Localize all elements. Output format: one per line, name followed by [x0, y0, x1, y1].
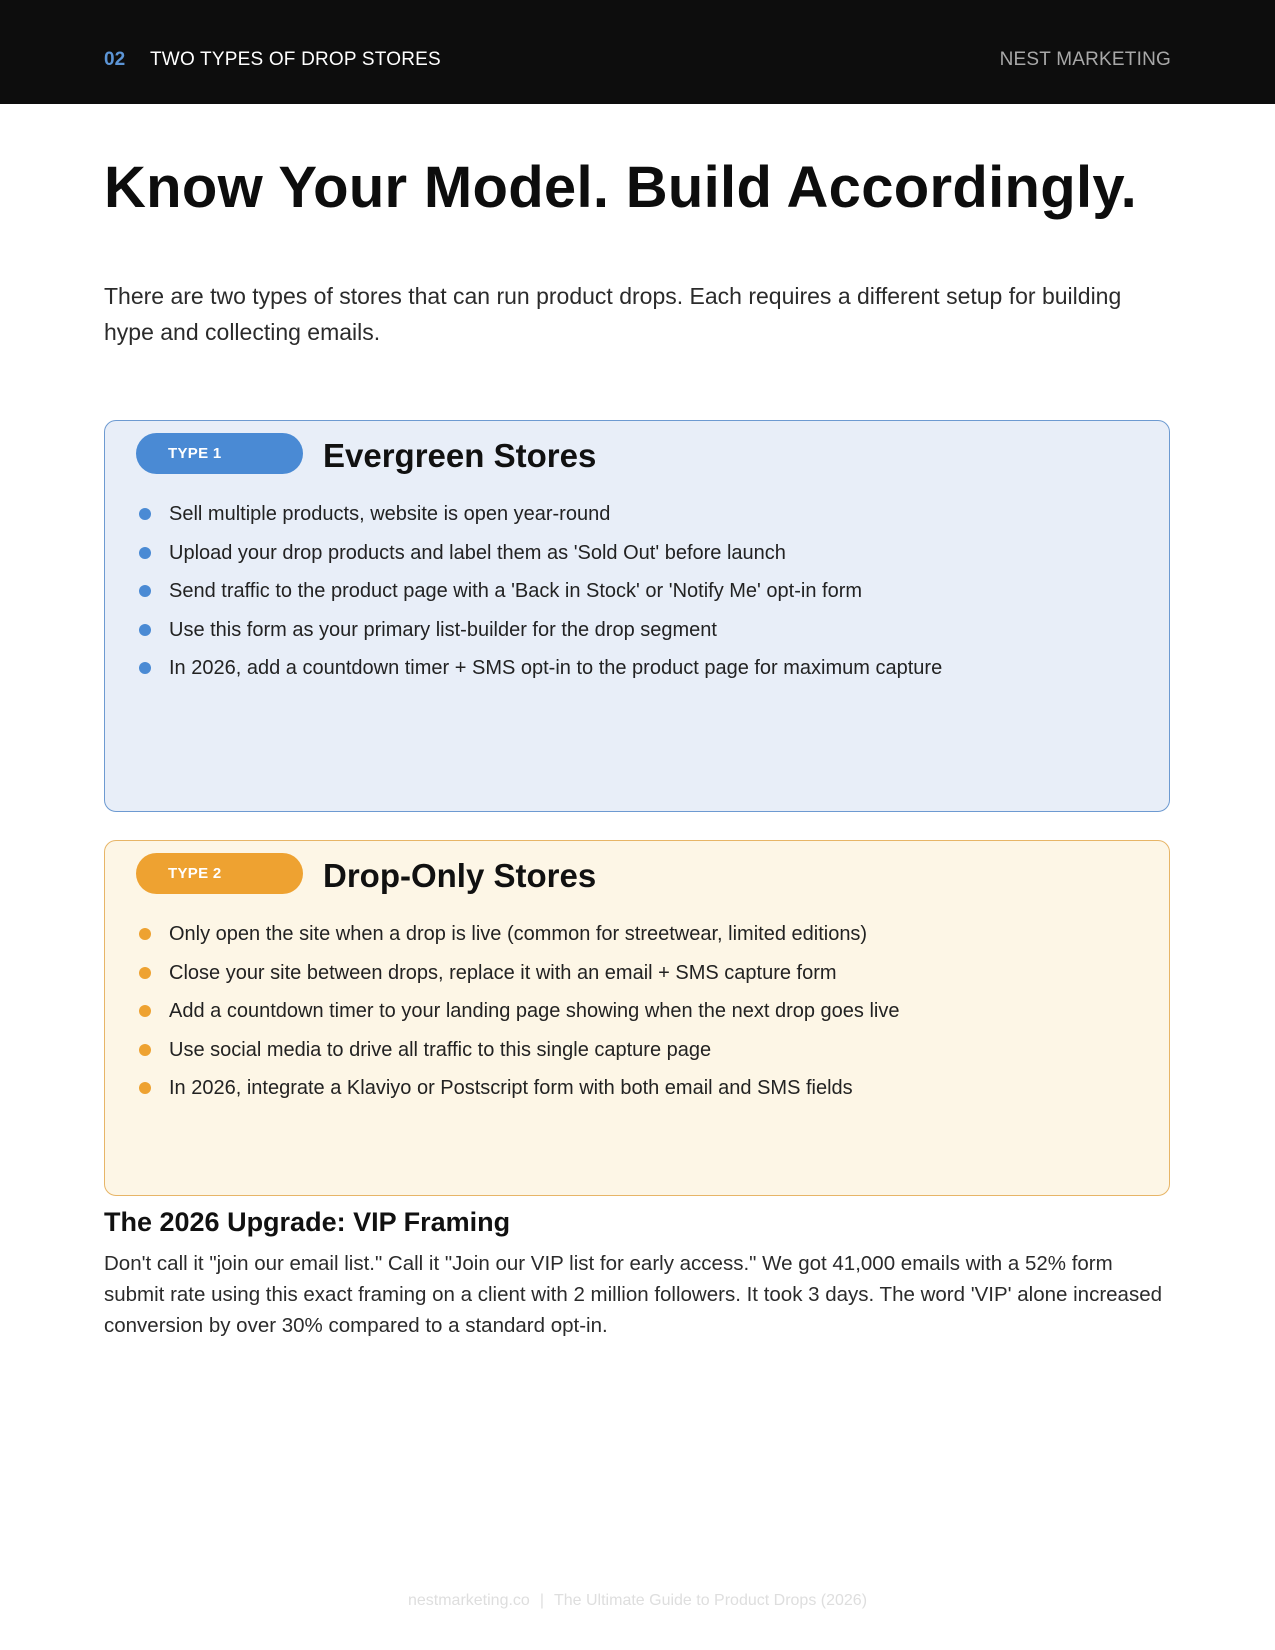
list-item — [139, 1075, 899, 1114]
list-item-text: Send traffic to the product page with a 'Back in Stock' or 'Notify Me' opt-in form — [169, 580, 863, 602]
list-item-text: Use this form as your primary list-builder for the drop segment — [169, 618, 717, 641]
list-item-text: Only open the site when a drop is live (common for streetwear, limited editions) — [169, 923, 868, 945]
header-bar — [0, 0, 1275, 104]
vip-section-body: Don't call it "join our email list." Call it "Join our VIP list for early access." We got 41,000 emails with a 52% form submit rate using this exact framing on a client with 2 million followers. It took 3 days. The word 'VIP' alone increased conversion by over 30% compared to a standard opt-in. — [104, 1252, 1163, 1337]
bullet-dot-icon — [139, 624, 151, 636]
intro-paragraph: There are two types of stores that can run product drops. Each requires a different setup for building hype and collecting emails. — [104, 283, 1122, 345]
bullet-dot-icon — [139, 928, 151, 940]
type-badge: TYPE 1 — [136, 433, 303, 474]
type-badge: TYPE 2 — [136, 853, 303, 894]
bullet-dot-icon — [139, 662, 151, 674]
page-footer — [0, 1592, 1275, 1610]
footer-guide-title: The Ultimate Guide to Product Drops (2026) — [553, 1592, 868, 1609]
bullet-dot-icon — [139, 967, 151, 979]
card-title: Evergreen Stores — [323, 437, 597, 474]
section-number: 02 — [104, 49, 126, 70]
list-item — [139, 578, 942, 617]
list-item-text: Add a countdown timer to your landing page showing when the next drop goes live — [169, 1000, 900, 1022]
list-item — [139, 998, 899, 1037]
list-item — [139, 540, 942, 579]
bullet-dot-icon — [139, 1005, 151, 1017]
section-title: TWO TYPES OF DROP STORES — [150, 49, 441, 70]
brand-name: NEST MARKETING — [999, 49, 1171, 70]
card-drop-only-stores — [104, 840, 1170, 1196]
bullet-list — [139, 501, 942, 694]
list-item-text: Close your site between drops, replace it with an email + SMS capture form — [169, 961, 837, 984]
list-item — [139, 921, 899, 960]
bullet-dot-icon — [139, 1044, 151, 1056]
bullet-list — [139, 921, 899, 1114]
list-item-text: Sell multiple products, website is open year-round — [169, 503, 611, 525]
card-title: Drop-Only Stores — [323, 857, 597, 894]
footer-site: nestmarketing.co — [407, 1592, 530, 1609]
footer-separator: | — [539, 1592, 544, 1609]
list-item-text: In 2026, add a countdown timer + SMS opt-in to the product page for maximum capture — [169, 657, 943, 679]
list-item — [139, 655, 942, 694]
list-item — [139, 960, 899, 999]
bullet-dot-icon — [139, 585, 151, 597]
bullet-dot-icon — [139, 547, 151, 559]
vip-section-title: The 2026 Upgrade: VIP Framing — [104, 1207, 511, 1237]
bullet-dot-icon — [139, 1082, 151, 1094]
card-evergreen-stores — [104, 420, 1170, 812]
list-item-text: Use social media to drive all traffic to this single capture page — [169, 1038, 712, 1061]
list-item — [139, 501, 942, 540]
list-item-text: Upload your drop products and label them as 'Sold Out' before launch — [169, 541, 786, 564]
list-item — [139, 617, 942, 656]
page-title: Know Your Model. Build Accordingly. — [104, 155, 1138, 220]
list-item-text: In 2026, integrate a Klaviyo or Postscript form with both email and SMS fields — [169, 1077, 853, 1099]
bullet-dot-icon — [139, 508, 151, 520]
list-item — [139, 1037, 899, 1076]
